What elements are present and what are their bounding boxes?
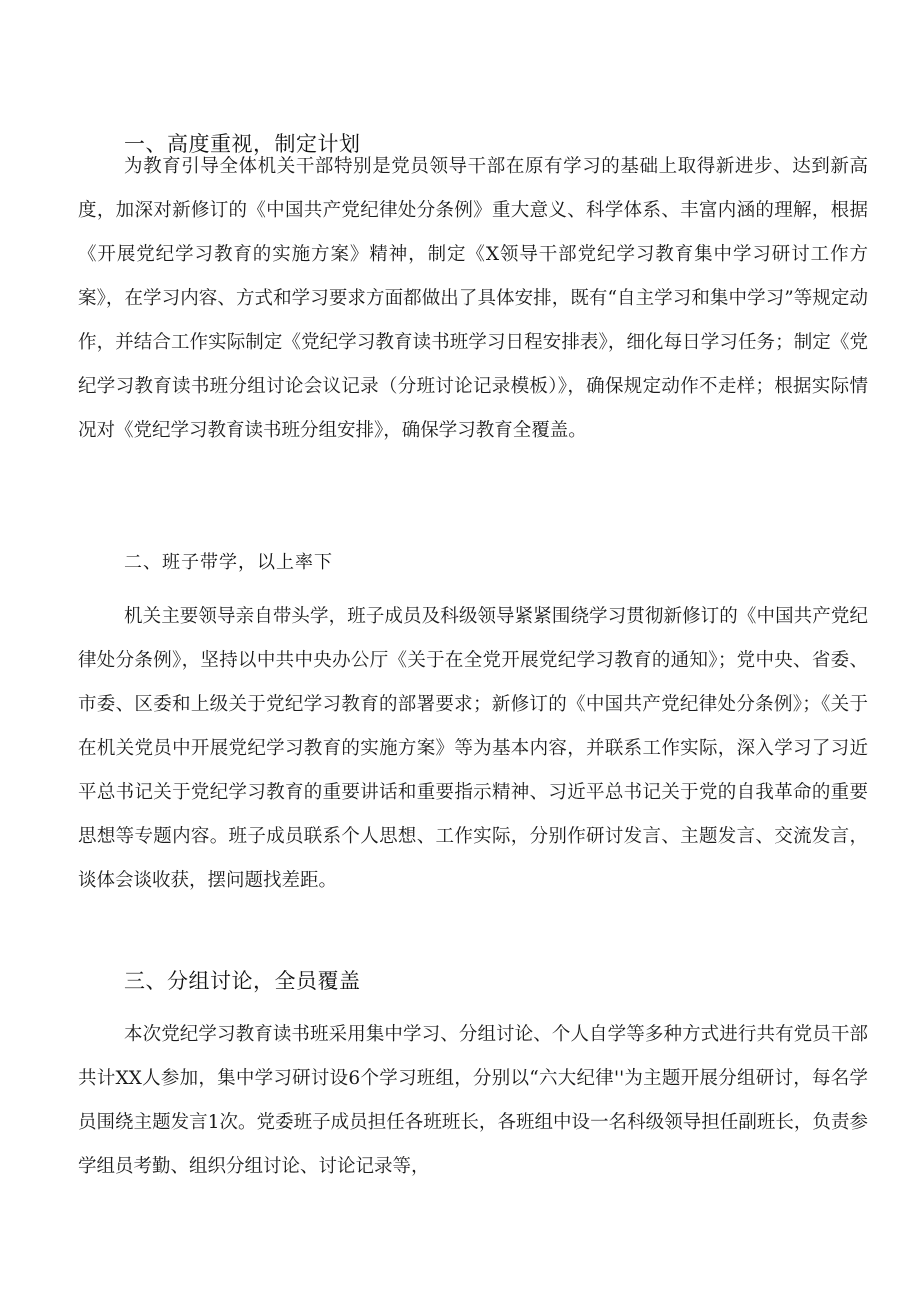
section-heading-2: 二、班子带学，以上率下 [124, 552, 333, 573]
section-body-1: 为教育引导全体机关干部特别是党员领导干部在原有学习的基础上取得新进步、达到新高度，加深对新修订的《中国共产党纪律处分条例》重大意义、科学体系、丰富内涵的理解，根据《开展党纪学习教育的实施方案》精神，制定《X领导干部党纪学习教育集中学习研讨工作方案》，在学习内容、方式和学习要求方面都做出了具体安排，既有“自主学习和集中学习”等规定动作，并结合工作实际制定《党纪学习教育读书班学习日程安排表》，细化每日学习任务；制定《党纪学习教育读书班分组讨论会议记录（分班讨论记录模板）》，确保规定动作不走样；根据实际情况对《党纪学习教育读书班分组安排》，确保学习教育全覆盖。 [78, 156, 868, 441]
section-body-3: 本次党纪学习教育读书班采用集中学习、分组讨论、个人自学等多种方式进行共有党员干部共计XX人参加，集中学习研讨设6个学习班组，分别以“六大纪律''为主题开展分组研讨，每名学员围绕主题发言1次。党委班子成员担任各班班长，各班组中设一名科级领导担任副班长，负责参学组员考勤、组织分组讨论、讨论记录等， [78, 1024, 868, 1177]
section-heading-1: 一、高度重视，制定计划 [124, 132, 361, 156]
section-body-2: 机关主要领导亲自带头学，班子成员及科级领导紧紧围绕学习贯彻新修订的《中国共产党纪律处分条例》，坚持以中共中央办公厅《关于在全党开展党纪学习教育的通知》；党中央、省委、市委、区委和上级关于党纪学习教育的部署要求；新修订的《中国共产党纪律处分条例》；《关于在机关党员中开展党纪学习教育的实施方案》等为基本内容，并联系工作实际，深入学习了习近平总书记关于党纪学习教育的重要讲话和重要指示精神、习近平总书记关于党的自我革命的重要思想等专题内容。班子成员联系个人思想、工作实际，分别作研讨发言、主题发言、交流发言，谈体会谈收获，摆问题找差距。 [78, 606, 868, 891]
section-heading-3: 三、分组讨论，全员覆盖 [124, 969, 361, 993]
